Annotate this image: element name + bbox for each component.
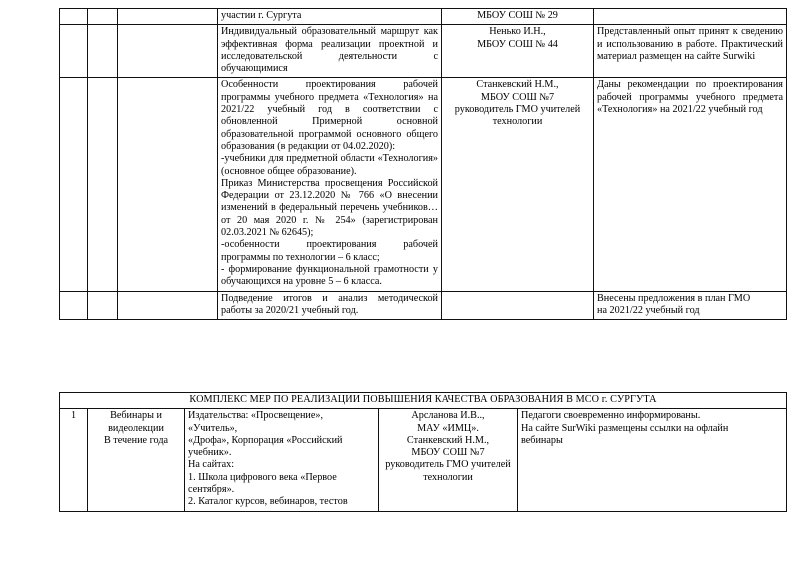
row-number-cell <box>60 291 88 320</box>
details-cell <box>185 409 379 511</box>
details-line: учебник». <box>188 447 232 459</box>
result-line: на 2021/22 учебный год <box>597 304 700 316</box>
result-line: вебинары <box>521 434 563 446</box>
responsible-line: технологии <box>423 471 473 483</box>
activity-line: Вебинары и <box>110 410 162 422</box>
result-line: Внесены предложения в план ГМО <box>597 292 751 304</box>
responsible-line: МБОУ СОШ №7 <box>411 447 485 459</box>
responsible-line: МБОУ СОШ № 44 <box>477 38 558 50</box>
responsible-line: Арсланова И.В.., <box>411 410 485 422</box>
topic-cell <box>118 9 218 25</box>
activity-line: В течение года <box>103 434 169 446</box>
content-paragraph: Приказ Министерства просвещения Российской Федерации от 23.12.2020 № 766 «О внесении изменений в федеральный перечень учебников… от 20 мая 2020 г. № 254» (зарегистрирован 02.03.2021 № 62645); <box>221 177 438 239</box>
responsible-line: МАУ «ИМЦ». <box>417 422 479 434</box>
responsible-line: руководитель ГМО учителей <box>385 459 511 471</box>
responsible-line: Ненько И.Н., <box>489 26 546 38</box>
details-line: 1. Школа цифрового века «Первое <box>188 471 337 483</box>
table-banner-row <box>60 393 787 409</box>
details-line: 2. Каталог курсов, вебинаров, тестов <box>188 496 348 508</box>
table-row <box>60 291 787 320</box>
date-cell <box>88 78 118 291</box>
result-cell: Даны рекомендации по проектирования рабочей программы учебного предмета «Технология» на 2021/22 учебный год <box>594 78 787 291</box>
table-row <box>60 25 787 78</box>
content-paragraph: -учебники для предметной области «Технология» (основное общее образование). <box>221 153 438 177</box>
row-number-cell: 1 <box>60 409 88 511</box>
table-row <box>60 409 787 511</box>
content-cell: Подведение итогов и анализ методической работы за 2020/21 учебный год. <box>218 291 442 320</box>
table-banner-title: КОМПЛЕКС МЕР ПО РЕАЛИЗАЦИИ ПОВЫШЕНИЯ КАЧЕСТВА ОБРАЗОВАНИЯ В МСО г. СУРГУТА <box>60 393 787 409</box>
table-row <box>60 9 787 25</box>
result-line: На сайте SurWiki размещены ссылки на офлайн <box>521 422 729 434</box>
activity-line: видеолекции <box>108 422 164 434</box>
responsible-line: МБОУ СОШ №7 <box>480 91 555 103</box>
date-cell <box>88 25 118 78</box>
responsible-cell <box>379 409 518 511</box>
responsible-line: руководитель ГМО учителей <box>454 104 581 116</box>
content-cell: участии г. Сургута <box>218 9 442 25</box>
table-row <box>60 78 787 291</box>
responsible-cell <box>442 291 594 320</box>
result-cell <box>518 409 787 511</box>
result-cell <box>594 9 787 25</box>
responsible-cell <box>442 78 594 291</box>
details-line: «Учитель», <box>188 422 238 434</box>
result-line: Педагоги своевременно информированы. <box>521 410 701 422</box>
result-cell <box>594 291 787 320</box>
result-cell: Представленный опыт принят к сведению и использованию в работе. Практический материал размещен на сайте Surwiki <box>594 25 787 78</box>
activity-cell <box>88 409 185 511</box>
details-line: На сайтах: <box>188 459 235 471</box>
topic-cell <box>118 25 218 78</box>
topic-cell <box>118 291 218 320</box>
details-line: сентября». <box>188 484 235 496</box>
content-paragraph: -особенности проектирования рабочей программы по технологии – 6 класс; <box>221 239 438 263</box>
responsible-line: технологии <box>492 116 543 128</box>
quality-measures-table <box>59 392 787 512</box>
responsible-cell: МБОУ СОШ № 29 <box>442 9 594 25</box>
row-number-cell <box>60 9 88 25</box>
responsible-cell <box>442 25 594 78</box>
content-paragraph: Особенности проектирования рабочей программы учебного предмета «Технология» на 2021/22 учебный год в соответствии с обновленной Примерной основной образовательной программой основного общего образования (в редакции от 04.02.2020): <box>221 79 438 152</box>
details-line: Издательства: «Просвещение», <box>188 410 324 422</box>
responsible-line: Станкевский Н.М., <box>476 79 559 91</box>
responsible-line: Станкевский Н.М., <box>406 434 490 446</box>
content-cell <box>218 78 442 291</box>
date-cell <box>88 291 118 320</box>
date-cell <box>88 9 118 25</box>
row-number-cell <box>60 78 88 291</box>
details-line: «Дрофа», Корпорация «Российский <box>188 434 343 446</box>
row-number-cell <box>60 25 88 78</box>
content-paragraph: - формирование функциональной грамотности у обучающихся на уровне 5 – 6 класса. <box>221 263 438 288</box>
content-cell: Индивидуальный образовательный маршрут как эффективная форма реализации проектной и исследовательской деятельности с обучающимися <box>218 25 442 78</box>
topic-cell <box>118 78 218 291</box>
methodical-work-table <box>59 8 787 320</box>
